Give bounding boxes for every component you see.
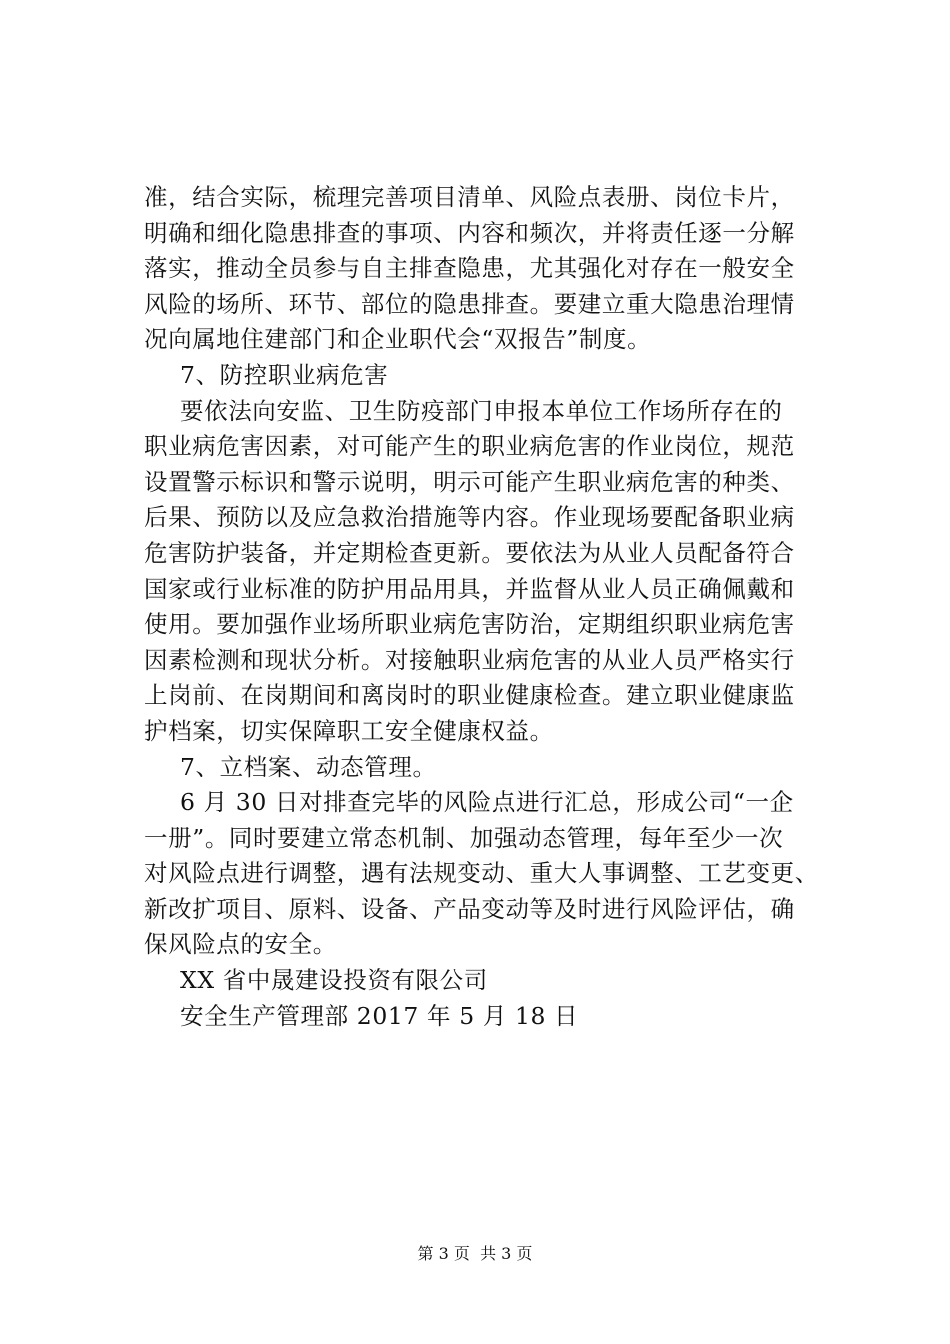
body-line: 后果、预防以及应急救治措施等内容。作业现场要配备职业病 bbox=[144, 503, 795, 532]
body-line: 落实，推动全员参与自主排查隐患，尤其强化对存在一般安全 bbox=[144, 254, 795, 283]
page-number-footer: 第 3 页 共 3 页 bbox=[417, 1244, 533, 1263]
body-line: 况向属地住建部门和企业职代会“双报告”制度。 bbox=[144, 325, 652, 354]
signature-company: XX 省中晟建设投资有限公司 bbox=[180, 966, 488, 995]
document-body bbox=[144, 180, 834, 1034]
body-line: 保风险点的安全。 bbox=[144, 930, 337, 959]
body-line: 明确和细化隐患排查的事项、内容和频次，并将责任逐一分解 bbox=[144, 218, 795, 247]
body-line: 危害防护装备，并定期检查更新。要依法为从业人员配备符合 bbox=[144, 538, 795, 567]
body-line: 使用。要加强作业场所职业病危害防治，定期组织职业病危害 bbox=[144, 610, 795, 639]
section-heading: 7、防控职业病危害 bbox=[180, 360, 389, 389]
body-line: 一册”。同时要建立常态机制、加强动态管理，每年至少一次 bbox=[144, 823, 784, 852]
section-heading: 7、立档案、动态管理。 bbox=[180, 752, 437, 781]
body-line: 6 月 30 日对排查完毕的风险点进行汇总，形成公司“一企 bbox=[180, 788, 794, 817]
body-line: 风险的场所、环节、部位的隐患排查。要建立重大隐患治理情 bbox=[144, 289, 795, 318]
body-line: 要依法向安监、卫生防疫部门申报本单位工作场所存在的 bbox=[180, 396, 783, 425]
body-line: 国家或行业标准的防护用品用具，并监督从业人员正确佩戴和 bbox=[144, 574, 795, 603]
signature-department-date: 安全生产管理部 2017 年 5 月 18 日 bbox=[180, 1001, 579, 1030]
body-line: 准，结合实际，梳理完善项目清单、风险点表册、岗位卡片， bbox=[144, 183, 795, 211]
body-line: 因素检测和现状分析。对接触职业病危害的从业人员严格实行 bbox=[144, 645, 795, 674]
body-line: 设置警示标识和警示说明，明示可能产生职业病危害的种类、 bbox=[144, 467, 795, 496]
body-line: 护档案，切实保障职工安全健康权益。 bbox=[144, 716, 554, 745]
body-line: 职业病危害因素，对可能产生的职业病危害的作业岗位，规范 bbox=[144, 432, 795, 461]
body-line: 上岗前、在岗期间和离岗时的职业健康检查。建立职业健康监 bbox=[144, 681, 795, 710]
body-line: 新改扩项目、原料、设备、产品变动等及时进行风险评估，确 bbox=[144, 894, 795, 923]
body-line: 对风险点进行调整，遇有法规变动、重大人事调整、工艺变更、 bbox=[144, 859, 819, 888]
